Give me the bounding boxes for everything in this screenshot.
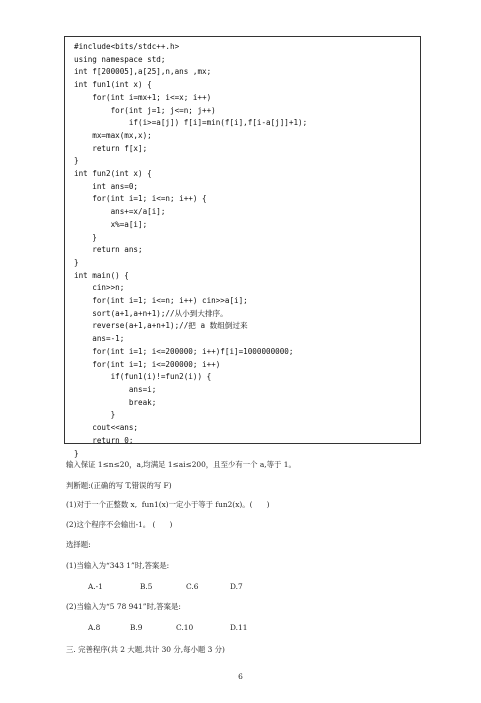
code-line: cin>>n; bbox=[74, 283, 125, 293]
code-line: return ans; bbox=[74, 245, 143, 255]
code-line: for(int i=1; i<=n; i++) { bbox=[74, 194, 207, 204]
code-line: int f[200005],a[25],n,ans ,mx; bbox=[74, 67, 212, 77]
code-line: for(int i=1; i<=200000; i++) bbox=[74, 359, 221, 369]
code-line: for(int i=1; i<=n; i++) cin>>a[i]; bbox=[74, 296, 248, 306]
choice-section-heading: 选择题: bbox=[66, 540, 91, 549]
choice-q1-option-a: A.-1 bbox=[88, 582, 103, 591]
code-line: using namespace std; bbox=[74, 54, 166, 64]
choice-q2-option-b: B.9 bbox=[130, 623, 143, 632]
code-line: ans=-1; bbox=[74, 334, 125, 344]
choice-q1-option-d: D.7 bbox=[230, 582, 243, 591]
code-line: int fun1(int x) { bbox=[74, 80, 152, 90]
code-line: if(i>=a[j]) f[i]=min(f[i],f[i-a[j]]+1); bbox=[74, 118, 308, 128]
code-line: return 0; bbox=[74, 435, 134, 445]
code-line: for(int i=mx+1; i<=x; i++) bbox=[74, 92, 212, 102]
input-constraint-note: 输入保证 1≤n≤20，a,均满足 1≤ai≤200，且至少有一个 a,等于 1。 bbox=[66, 460, 296, 469]
page-number: 6 bbox=[238, 672, 243, 681]
code-line: } bbox=[74, 448, 79, 458]
code-line: sort(a+1,a+n+1);//从小到大排序。 bbox=[74, 308, 228, 318]
code-line: x%=a[i]; bbox=[74, 219, 148, 229]
code-line: } bbox=[74, 156, 79, 166]
code-line: int ans=0; bbox=[74, 181, 139, 191]
choice-q1-option-c: C.6 bbox=[186, 582, 199, 591]
code-line: return f[x]; bbox=[74, 143, 148, 153]
code-box bbox=[64, 36, 421, 458]
code-line: mx=max(mx,x); bbox=[74, 130, 152, 140]
code-line: } bbox=[74, 257, 79, 267]
code-line: if(fun1(i)!=fun2(i)) { bbox=[74, 372, 212, 382]
code-line: } bbox=[74, 410, 116, 420]
section-three-heading: 三. 完善程序(共 2 大题,共计 30 分,每小题 3 分) bbox=[66, 645, 225, 654]
judge-section-heading: 判断题:(正确的写 T,错误的写 F) bbox=[66, 481, 172, 490]
choice-q2-option-c: C.10 bbox=[176, 623, 194, 632]
code-line: reverse(a+1,a+n+1);//把 a 数组倒过来 bbox=[74, 321, 248, 331]
code-line: for(int j=1; j<=n; j++) bbox=[74, 105, 216, 115]
code-line: int main() { bbox=[74, 270, 129, 280]
code-line: #include<bits/stdc++.h> bbox=[74, 42, 180, 51]
code-block bbox=[74, 41, 307, 460]
code-line: for(int i=1; i<=200000; i++)f[i]=1000000000; bbox=[74, 346, 294, 356]
judge-question-2: (2)这个程序不会输出-1。 ( ) bbox=[66, 520, 173, 529]
code-line: ans+=x/a[i]; bbox=[74, 207, 166, 217]
code-line: cout<<ans; bbox=[74, 423, 139, 433]
code-line: break; bbox=[74, 397, 157, 407]
choice-question-2: (2)当输入为“5 78 941”时,答案是: bbox=[66, 602, 181, 611]
choice-question-1: (1)当输入为“343 1”时,答案是: bbox=[66, 561, 170, 570]
choice-q1-option-b: B.5 bbox=[140, 582, 153, 591]
choice-q2-option-d: D.11 bbox=[230, 623, 248, 632]
choice-q2-option-a: A.8 bbox=[88, 623, 101, 632]
judge-question-1: (1)对于一个正整数 x, fun1(x)一定小于等于 fun2(x)。( ) bbox=[66, 500, 270, 509]
code-line: int fun2(int x) { bbox=[74, 169, 152, 179]
code-line: ans=i; bbox=[74, 384, 157, 394]
code-line: } bbox=[74, 232, 97, 242]
